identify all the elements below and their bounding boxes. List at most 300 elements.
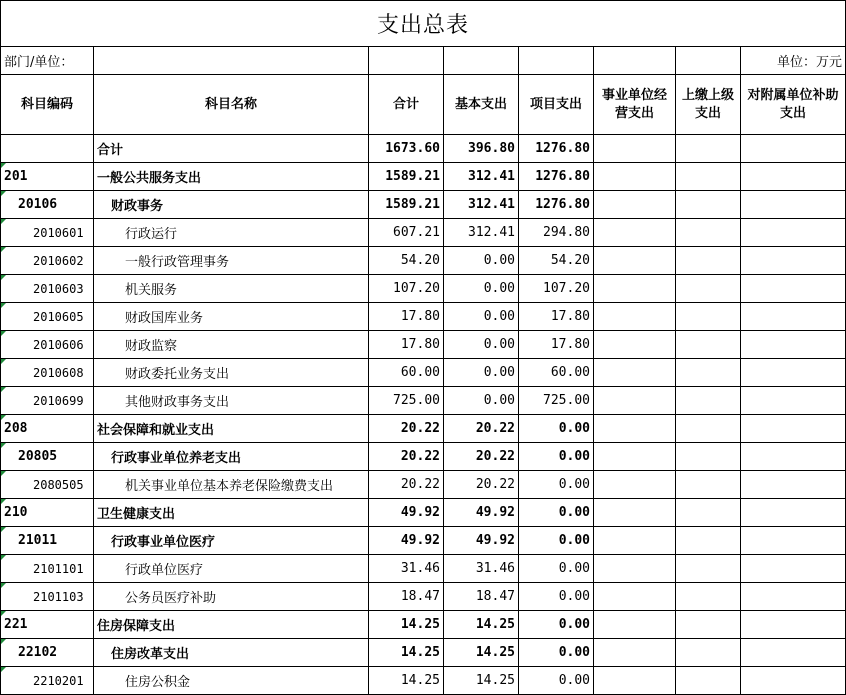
remit-cell[interactable] — [676, 527, 741, 555]
subsidy-cell[interactable] — [741, 583, 846, 611]
code-cell-text: 20106 — [18, 197, 58, 212]
name-cell[interactable] — [94, 471, 369, 499]
project-cell-text: 725.00 — [543, 393, 590, 408]
basic-cell[interactable] — [444, 639, 519, 667]
project-cell[interactable] — [519, 639, 594, 667]
basic-cell[interactable] — [444, 527, 519, 555]
code-cell[interactable] — [1, 303, 94, 331]
name-cell-text: 住房公积金 — [125, 675, 191, 690]
basic-cell-text: 18.47 — [475, 589, 515, 604]
name-cell-text: 财政委托业务支出 — [125, 367, 230, 382]
name-cell-text: 一般公共服务支出 — [97, 171, 202, 186]
table-row — [1, 219, 846, 247]
project-cell-text: 0.00 — [558, 645, 590, 660]
remit-cell[interactable] — [676, 359, 741, 387]
code-cell[interactable] — [1, 331, 94, 359]
table-row — [1, 527, 846, 555]
name-cell-text: 行政事业单位养老支出 — [111, 451, 242, 466]
total-cell-text: 49.92 — [400, 533, 440, 548]
total-cell-text: 607.21 — [393, 225, 440, 240]
name-cell[interactable] — [94, 583, 369, 611]
total-cell[interactable] — [369, 639, 444, 667]
name-cell[interactable] — [94, 415, 369, 443]
table-row — [1, 163, 846, 191]
total-cell[interactable] — [369, 499, 444, 527]
cell-marker-icon — [1, 471, 6, 476]
project-cell-text: 0.00 — [558, 477, 590, 492]
business-cell[interactable] — [594, 499, 676, 527]
name-cell-text: 机关服务 — [125, 283, 178, 298]
business-cell[interactable] — [594, 443, 676, 471]
code-cell[interactable] — [1, 135, 94, 163]
subsidy-cell[interactable] — [741, 163, 846, 191]
cell-marker-icon — [1, 415, 6, 420]
total-cell[interactable] — [369, 527, 444, 555]
basic-cell[interactable] — [444, 387, 519, 415]
business-cell[interactable] — [594, 387, 676, 415]
project-cell[interactable] — [519, 247, 594, 275]
name-cell[interactable] — [94, 331, 369, 359]
code-cell[interactable] — [1, 415, 94, 443]
remit-cell[interactable] — [676, 387, 741, 415]
project-cell-text: 1276.80 — [535, 141, 590, 156]
business-cell[interactable] — [594, 163, 676, 191]
meta-cell[interactable] — [369, 47, 444, 75]
meta-cell[interactable] — [676, 47, 741, 75]
project-cell[interactable] — [519, 667, 594, 695]
cell-marker-icon — [1, 443, 6, 448]
project-cell[interactable] — [519, 135, 594, 163]
code-cell-text: 2210201 — [33, 673, 84, 688]
basic-cell-text: 0.00 — [483, 281, 515, 296]
code-cell-text: 201 — [4, 169, 28, 184]
header-remit: 上缴上级支出 — [676, 75, 741, 135]
project-cell[interactable] — [519, 219, 594, 247]
remit-cell[interactable] — [676, 275, 741, 303]
basic-cell-text: 396.80 — [468, 141, 515, 156]
basic-cell[interactable] — [444, 135, 519, 163]
total-cell-text: 14.25 — [400, 617, 440, 632]
project-cell-text: 0.00 — [558, 673, 590, 688]
table-row — [1, 387, 846, 415]
cell-marker-icon — [1, 303, 6, 308]
business-cell[interactable] — [594, 583, 676, 611]
project-cell[interactable] — [519, 471, 594, 499]
code-cell-text: 210 — [4, 505, 28, 520]
total-cell-text: 14.25 — [400, 645, 440, 660]
total-cell[interactable] — [369, 443, 444, 471]
business-cell[interactable] — [594, 639, 676, 667]
subsidy-cell[interactable] — [741, 275, 846, 303]
dept-label: 部门/单位： — [1, 47, 94, 75]
business-cell[interactable] — [594, 555, 676, 583]
project-cell[interactable] — [519, 191, 594, 219]
total-cell-text: 17.80 — [400, 337, 440, 352]
name-cell-text: 合计 — [97, 143, 124, 158]
total-cell-text: 60.00 — [400, 365, 440, 380]
basic-cell-text: 312.41 — [468, 225, 515, 240]
code-cell-text: 2010606 — [33, 337, 84, 352]
project-cell-text: 294.80 — [543, 225, 590, 240]
cell-marker-icon — [1, 499, 6, 504]
subsidy-cell[interactable] — [741, 135, 846, 163]
code-cell-text: 2010603 — [33, 281, 84, 296]
cell-marker-icon — [1, 527, 6, 532]
basic-cell-text: 14.25 — [475, 673, 515, 688]
name-cell-text: 住房保障支出 — [97, 619, 176, 634]
subsidy-cell[interactable] — [741, 471, 846, 499]
header-subsidy: 对附属单位补助支出 — [741, 75, 846, 135]
name-cell[interactable] — [94, 135, 369, 163]
code-cell[interactable] — [1, 499, 94, 527]
project-cell[interactable] — [519, 499, 594, 527]
unit-label: 单位：万元 — [741, 47, 846, 75]
remit-cell[interactable] — [676, 639, 741, 667]
code-cell[interactable] — [1, 555, 94, 583]
total-cell[interactable] — [369, 611, 444, 639]
total-cell-text: 31.46 — [400, 561, 440, 576]
basic-cell[interactable] — [444, 415, 519, 443]
basic-cell-text: 31.46 — [475, 561, 515, 576]
project-cell-text: 54.20 — [550, 253, 590, 268]
code-cell-text: 2010605 — [33, 309, 84, 324]
table-row — [1, 359, 846, 387]
project-cell-text: 17.80 — [550, 309, 590, 324]
table-row — [1, 275, 846, 303]
total-cell-text: 725.00 — [393, 393, 440, 408]
basic-cell-text: 14.25 — [475, 645, 515, 660]
project-cell-text: 17.80 — [550, 337, 590, 352]
name-cell[interactable] — [94, 387, 369, 415]
subsidy-cell[interactable] — [741, 219, 846, 247]
name-cell[interactable] — [94, 527, 369, 555]
code-cell[interactable] — [1, 583, 94, 611]
total-cell[interactable] — [369, 667, 444, 695]
project-cell-text: 1276.80 — [535, 169, 590, 184]
total-cell-text: 20.22 — [400, 421, 440, 436]
remit-cell[interactable] — [676, 163, 741, 191]
subsidy-cell[interactable] — [741, 499, 846, 527]
basic-cell[interactable] — [444, 667, 519, 695]
basic-cell[interactable] — [444, 163, 519, 191]
name-cell-text: 财政国库业务 — [125, 311, 204, 326]
business-cell[interactable] — [594, 219, 676, 247]
project-cell[interactable] — [519, 611, 594, 639]
basic-cell-text: 0.00 — [483, 393, 515, 408]
remit-cell[interactable] — [676, 331, 741, 359]
business-cell[interactable] — [594, 191, 676, 219]
subsidy-cell[interactable] — [741, 639, 846, 667]
total-cell-text: 17.80 — [400, 309, 440, 324]
code-cell-text: 22102 — [18, 645, 58, 660]
code-cell[interactable] — [1, 163, 94, 191]
basic-cell[interactable] — [444, 583, 519, 611]
name-cell[interactable] — [94, 219, 369, 247]
project-cell-text: 0.00 — [558, 449, 590, 464]
name-cell[interactable] — [94, 499, 369, 527]
cell-marker-icon — [1, 219, 6, 224]
basic-cell-text: 0.00 — [483, 337, 515, 352]
business-cell[interactable] — [594, 415, 676, 443]
total-cell[interactable] — [369, 331, 444, 359]
name-cell-text: 住房改革支出 — [111, 647, 190, 662]
project-cell-text: 0.00 — [558, 533, 590, 548]
remit-cell[interactable] — [676, 471, 741, 499]
table-row — [1, 303, 846, 331]
name-cell[interactable] — [94, 359, 369, 387]
business-cell[interactable] — [594, 247, 676, 275]
basic-cell[interactable] — [444, 191, 519, 219]
name-cell[interactable] — [94, 667, 369, 695]
name-cell-text: 社会保障和就业支出 — [97, 423, 215, 438]
business-cell[interactable] — [594, 275, 676, 303]
total-cell[interactable] — [369, 191, 444, 219]
table-row — [1, 247, 846, 275]
name-cell-text: 其他财政事务支出 — [125, 395, 230, 410]
business-cell[interactable] — [594, 135, 676, 163]
meta-cell[interactable] — [444, 47, 519, 75]
code-cell-text: 2080505 — [33, 477, 84, 492]
project-cell[interactable] — [519, 331, 594, 359]
table-row — [1, 443, 846, 471]
header-project: 项目支出 — [519, 75, 594, 135]
project-cell[interactable] — [519, 555, 594, 583]
business-cell[interactable] — [594, 667, 676, 695]
cell-marker-icon — [1, 191, 6, 196]
basic-cell-text: 0.00 — [483, 253, 515, 268]
remit-cell[interactable] — [676, 555, 741, 583]
project-cell[interactable] — [519, 163, 594, 191]
cell-marker-icon — [1, 639, 6, 644]
business-cell[interactable] — [594, 611, 676, 639]
basic-cell-text: 312.41 — [468, 169, 515, 184]
total-cell[interactable] — [369, 555, 444, 583]
meta-cell[interactable] — [594, 47, 676, 75]
remit-cell[interactable] — [676, 247, 741, 275]
code-cell-text: 20805 — [18, 449, 58, 464]
name-cell[interactable] — [94, 163, 369, 191]
basic-cell-text: 49.92 — [475, 505, 515, 520]
cell-marker-icon — [1, 555, 6, 560]
total-cell[interactable] — [369, 359, 444, 387]
total-cell-text: 49.92 — [400, 505, 440, 520]
remit-cell[interactable] — [676, 135, 741, 163]
name-cell[interactable] — [94, 555, 369, 583]
basic-cell[interactable] — [444, 471, 519, 499]
basic-cell-text: 0.00 — [483, 365, 515, 380]
business-cell[interactable] — [594, 303, 676, 331]
total-cell[interactable] — [369, 387, 444, 415]
name-cell-text: 公务员医疗补助 — [125, 591, 217, 606]
name-cell[interactable] — [94, 639, 369, 667]
business-cell[interactable] — [594, 359, 676, 387]
project-cell[interactable] — [519, 583, 594, 611]
total-cell[interactable] — [369, 415, 444, 443]
table-row — [1, 611, 846, 639]
total-cell-text: 107.20 — [393, 281, 440, 296]
code-cell[interactable] — [1, 247, 94, 275]
total-cell-text: 18.47 — [400, 589, 440, 604]
total-cell[interactable] — [369, 163, 444, 191]
subsidy-cell[interactable] — [741, 415, 846, 443]
subsidy-cell[interactable] — [741, 331, 846, 359]
basic-cell[interactable] — [444, 611, 519, 639]
table-row — [1, 471, 846, 499]
basic-cell[interactable] — [444, 247, 519, 275]
remit-cell[interactable] — [676, 191, 741, 219]
name-cell-text: 一般行政管理事务 — [125, 255, 230, 270]
subsidy-cell[interactable] — [741, 667, 846, 695]
subsidy-cell[interactable] — [741, 611, 846, 639]
project-cell[interactable] — [519, 527, 594, 555]
remit-cell[interactable] — [676, 583, 741, 611]
code-cell-text: 2010608 — [33, 365, 84, 380]
business-cell[interactable] — [594, 527, 676, 555]
header-basic: 基本支出 — [444, 75, 519, 135]
remit-cell[interactable] — [676, 415, 741, 443]
basic-cell-text: 20.22 — [475, 477, 515, 492]
page-title: 支出总表 — [1, 1, 846, 47]
total-cell[interactable] — [369, 135, 444, 163]
remit-cell[interactable] — [676, 667, 741, 695]
basic-cell[interactable] — [444, 359, 519, 387]
project-cell-text: 0.00 — [558, 561, 590, 576]
code-cell-text: 2101101 — [33, 561, 84, 576]
total-cell-text: 14.25 — [400, 673, 440, 688]
total-cell[interactable] — [369, 471, 444, 499]
name-cell-text: 行政运行 — [125, 227, 178, 242]
basic-cell-text: 20.22 — [475, 421, 515, 436]
header-code: 科目编码 — [1, 75, 94, 135]
code-cell[interactable] — [1, 359, 94, 387]
subsidy-cell[interactable] — [741, 387, 846, 415]
project-cell[interactable] — [519, 303, 594, 331]
basic-cell[interactable] — [444, 555, 519, 583]
code-cell-text: 21011 — [18, 533, 58, 548]
table-row — [1, 415, 846, 443]
basic-cell-text: 20.22 — [475, 449, 515, 464]
cell-marker-icon — [1, 583, 6, 588]
remit-cell[interactable] — [676, 219, 741, 247]
project-cell[interactable] — [519, 387, 594, 415]
code-cell[interactable] — [1, 667, 94, 695]
project-cell[interactable] — [519, 415, 594, 443]
code-cell[interactable] — [1, 639, 94, 667]
table-row — [1, 331, 846, 359]
total-cell-text: 54.20 — [400, 253, 440, 268]
business-cell[interactable] — [594, 471, 676, 499]
basic-cell[interactable] — [444, 331, 519, 359]
total-cell[interactable] — [369, 303, 444, 331]
basic-cell[interactable] — [444, 443, 519, 471]
project-cell[interactable] — [519, 443, 594, 471]
code-cell[interactable] — [1, 611, 94, 639]
basic-cell[interactable] — [444, 219, 519, 247]
subsidy-cell[interactable] — [741, 191, 846, 219]
total-cell-text: 1673.60 — [385, 141, 440, 156]
table-row — [1, 667, 846, 695]
remit-cell[interactable] — [676, 611, 741, 639]
name-cell[interactable] — [94, 191, 369, 219]
remit-cell[interactable] — [676, 499, 741, 527]
name-cell[interactable] — [94, 303, 369, 331]
name-cell-text: 机关事业单位基本养老保险缴费支出 — [125, 479, 334, 494]
name-cell[interactable] — [94, 275, 369, 303]
table-row — [1, 555, 846, 583]
subsidy-cell[interactable] — [741, 247, 846, 275]
code-cell-text: 2010602 — [33, 253, 84, 268]
dept-value-cell[interactable] — [94, 47, 369, 75]
project-cell[interactable] — [519, 275, 594, 303]
total-cell-text: 20.22 — [400, 477, 440, 492]
cell-marker-icon — [1, 247, 6, 252]
basic-cell-text: 0.00 — [483, 309, 515, 324]
name-cell[interactable] — [94, 443, 369, 471]
name-cell-text: 行政事业单位医疗 — [111, 535, 216, 550]
basic-cell[interactable] — [444, 275, 519, 303]
header-name: 科目名称 — [94, 75, 369, 135]
project-cell-text: 60.00 — [550, 365, 590, 380]
total-cell[interactable] — [369, 583, 444, 611]
basic-cell[interactable] — [444, 499, 519, 527]
cell-marker-icon — [1, 667, 6, 672]
total-cell-text: 1589.21 — [385, 197, 440, 212]
project-cell[interactable] — [519, 359, 594, 387]
code-cell-text: 2010601 — [33, 225, 84, 240]
meta-cell[interactable] — [519, 47, 594, 75]
code-cell-text: 2101103 — [33, 589, 84, 604]
code-cell[interactable] — [1, 275, 94, 303]
total-cell-text: 1589.21 — [385, 169, 440, 184]
name-cell-text: 卫生健康支出 — [97, 507, 176, 522]
total-cell[interactable] — [369, 219, 444, 247]
total-cell[interactable] — [369, 247, 444, 275]
remit-cell[interactable] — [676, 443, 741, 471]
subsidy-cell[interactable] — [741, 527, 846, 555]
subsidy-cell[interactable] — [741, 303, 846, 331]
business-cell[interactable] — [594, 331, 676, 359]
code-cell[interactable] — [1, 471, 94, 499]
code-cell[interactable] — [1, 219, 94, 247]
code-cell[interactable] — [1, 191, 94, 219]
table-row — [1, 639, 846, 667]
cell-marker-icon — [1, 387, 6, 392]
table-row — [1, 499, 846, 527]
project-cell-text: 0.00 — [558, 421, 590, 436]
total-cell[interactable] — [369, 275, 444, 303]
name-cell[interactable] — [94, 611, 369, 639]
project-cell-text: 0.00 — [558, 505, 590, 520]
cell-marker-icon — [1, 275, 6, 280]
cell-marker-icon — [1, 359, 6, 364]
code-cell[interactable] — [1, 443, 94, 471]
name-cell-text: 财政监察 — [125, 339, 178, 354]
basic-cell[interactable] — [444, 303, 519, 331]
name-cell[interactable] — [94, 247, 369, 275]
code-cell-text: 208 — [4, 421, 28, 436]
subsidy-cell[interactable] — [741, 359, 846, 387]
subsidy-cell[interactable] — [741, 555, 846, 583]
project-cell-text: 0.00 — [558, 617, 590, 632]
code-cell[interactable] — [1, 527, 94, 555]
project-cell-text: 107.20 — [543, 281, 590, 296]
cell-marker-icon — [1, 611, 6, 616]
cell-marker-icon — [1, 331, 6, 336]
subsidy-cell[interactable] — [741, 443, 846, 471]
code-cell-text: 2010699 — [33, 393, 84, 408]
remit-cell[interactable] — [676, 303, 741, 331]
code-cell[interactable] — [1, 387, 94, 415]
